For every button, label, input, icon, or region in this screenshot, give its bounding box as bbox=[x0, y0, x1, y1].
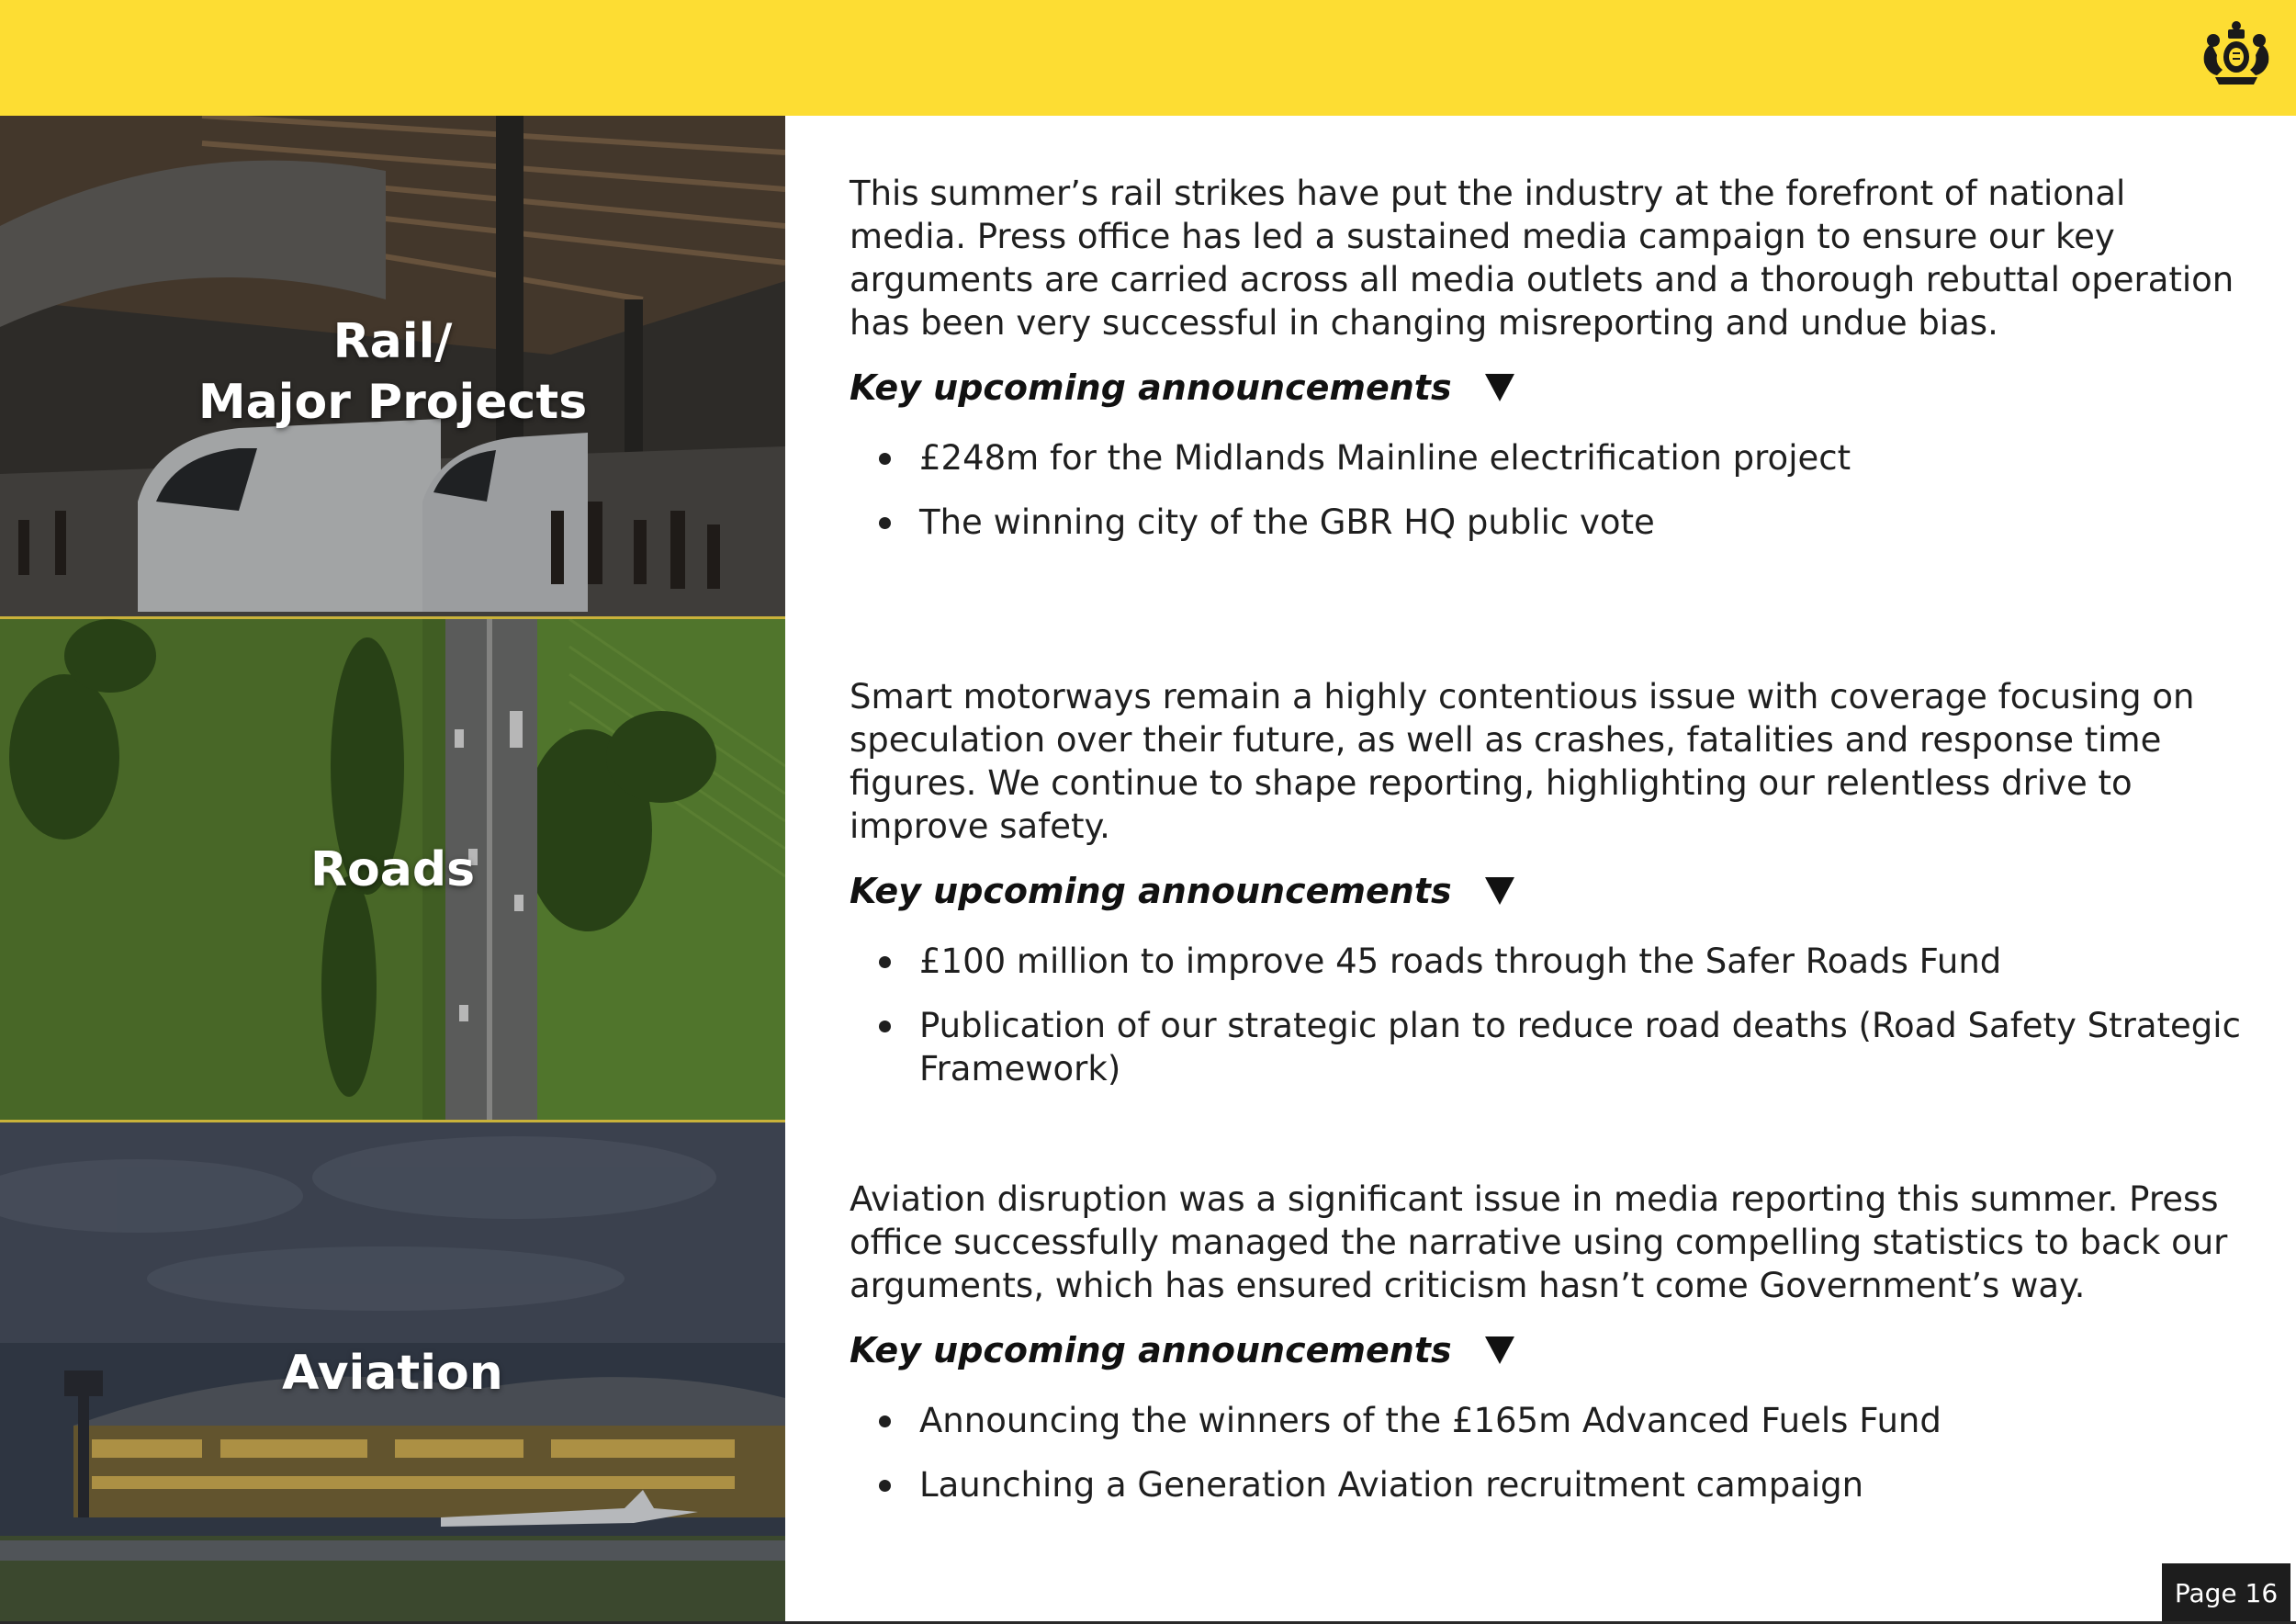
rail-section bbox=[850, 172, 2245, 565]
aviation-announcements-heading bbox=[850, 1327, 2245, 1373]
rail-title-line-2: Major Projects bbox=[197, 375, 588, 430]
page-number: Page 16 bbox=[2162, 1563, 2290, 1624]
aviation-heading-text: Key upcoming announcements bbox=[850, 1330, 1452, 1370]
rail-image-panel bbox=[0, 116, 785, 617]
aviation-summary: Aviation disruption was a significant issue in media reporting this summer. Press office successfully managed the narrative using compelling statistics to back our arguments, which has ensured criticism hasn’t come Government’s way. bbox=[850, 1179, 2228, 1305]
roads-summary: Smart motorways remain a highly contentious issue with coverage focusing on speculation over their future, as well as crashes, fatalities and response time figures. We continue to shape reporting, highlighting our relentless drive to improve safety. bbox=[850, 677, 2195, 846]
roads-section bbox=[850, 675, 2245, 1111]
triangle-down-icon bbox=[1485, 877, 1514, 905]
royal-coat-of-arms-icon bbox=[2195, 17, 2278, 90]
aviation-image-panel bbox=[0, 1122, 785, 1624]
aviation-announcements-list bbox=[850, 1399, 2245, 1506]
list-item: Launching a Generation Aviation recruitment campaign bbox=[850, 1463, 2245, 1506]
roads-section-title bbox=[0, 840, 785, 900]
triangle-down-icon bbox=[1485, 1336, 1514, 1364]
rail-summary: This summer’s rail strikes have put the industry at the forefront of national media. Press office has led a sustained media campaign to ensure our key arguments are carried across all media outlets and a thorough rebuttal operation has been very successful in changing misreporting and undue bias. bbox=[850, 174, 2234, 343]
aviation-section bbox=[850, 1178, 2245, 1528]
aviation-section-title bbox=[0, 1343, 785, 1404]
roads-heading-text: Key upcoming announcements bbox=[850, 871, 1452, 911]
aviation-title-line-1: Aviation bbox=[282, 1346, 503, 1401]
rail-announcements-list bbox=[850, 436, 2245, 544]
rail-title-line-1: Rail/ bbox=[332, 314, 453, 369]
roads-announcements-list bbox=[850, 940, 2245, 1090]
list-item: Publication of our strategic plan to reduce road deaths (Road Safety Strategic Framework) bbox=[850, 1004, 2245, 1090]
roads-image-panel bbox=[0, 619, 785, 1121]
rail-section-title bbox=[0, 311, 785, 433]
list-item: Announcing the winners of the £165m Advanced Fuels Fund bbox=[850, 1399, 2245, 1442]
rail-heading-text: Key upcoming announcements bbox=[850, 367, 1452, 408]
header-band bbox=[0, 0, 2296, 116]
rail-announcements-heading bbox=[850, 365, 2245, 411]
roads-title-line-1: Roads bbox=[310, 842, 476, 897]
triangle-down-icon bbox=[1485, 374, 1514, 401]
list-item: The winning city of the GBR HQ public vote bbox=[850, 501, 2245, 544]
roads-announcements-heading bbox=[850, 868, 2245, 914]
list-item: £248m for the Midlands Mainline electrification project bbox=[850, 436, 2245, 479]
list-item: £100 million to improve 45 roads through the Safer Roads Fund bbox=[850, 940, 2245, 983]
